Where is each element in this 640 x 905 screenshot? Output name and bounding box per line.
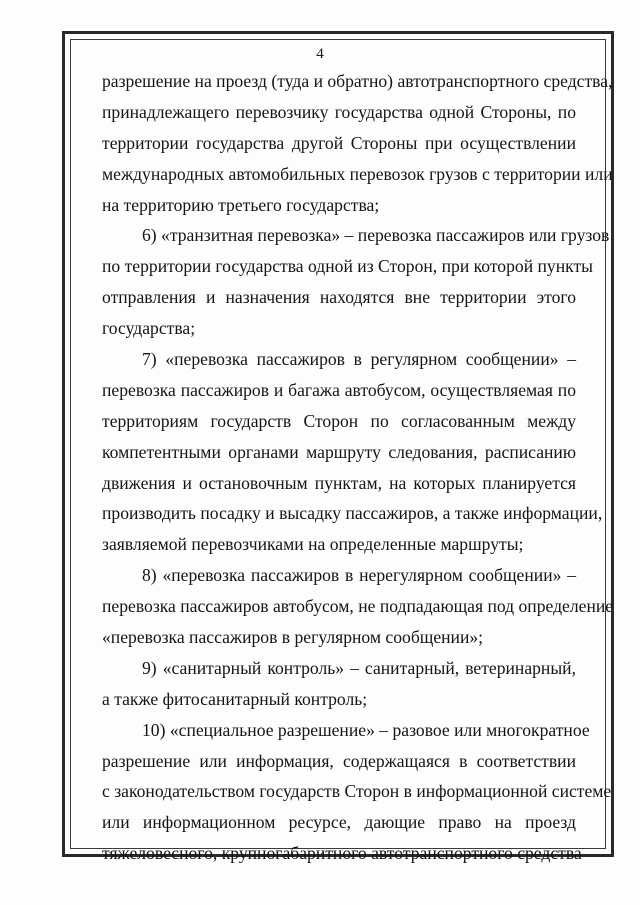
text-line: с законодательством государств Сторон в информационной системе: [102, 781, 612, 802]
text-line: 8) «перевозка пассажиров в нерегулярном сообщении» –: [142, 565, 576, 586]
text-line: или информационном ресурсе, дающие право на проезд: [102, 812, 576, 833]
text-line: 9) «санитарный контроль» – санитарный, ветеринарный,: [142, 657, 576, 678]
text-line: по территории государства одной из Сторон, при которой пункты: [102, 256, 593, 277]
text-line: а также фитосанитарный контроль;: [102, 688, 368, 709]
text-line: отправления и назначения находятся вне территории этого: [102, 287, 576, 308]
text-line: принадлежащего перевозчику государства одной Стороны, по: [102, 101, 576, 122]
text-line: «перевозка пассажиров в регулярном сообщении»;: [102, 627, 484, 648]
text-line: тяжеловесного, крупногабаритного автотранспортного средства: [102, 843, 582, 864]
document-body: [102, 66, 614, 869]
text-line: 10) «специальное разрешение» – разовое или многократное: [142, 719, 590, 740]
text-line: международных автомобильных перевозок грузов с территории или: [102, 163, 613, 184]
text-line: 7) «перевозка пассажиров в регулярном сообщении» –: [142, 349, 576, 370]
text-line: компетентными органами маршруту следования, расписанию: [102, 441, 576, 462]
text-line: государства;: [102, 318, 196, 339]
text-line: разрешение или информация, содержащаяся в соответствии: [102, 750, 576, 771]
text-line: заявляемой перевозчиками на определенные маршруты;: [102, 534, 524, 555]
text-line: перевозка пассажиров автобусом, не подпадающая под определение: [102, 596, 614, 617]
text-line: на территорию третьего государства;: [102, 194, 380, 215]
text-line: территориям государств Сторон по согласованным между: [102, 410, 576, 431]
text-line: перевозка пассажиров и багажа автобусом, осуществляемая по: [102, 379, 576, 400]
text-line: разрешение на проезд (туда и обратно) автотранспортного средства,: [102, 71, 613, 91]
text-line: движения и остановочным пунктам, на которых планируется: [102, 472, 576, 493]
text-line: производить посадку и высадку пассажиров, а также информации,: [102, 503, 603, 524]
text-line: 6) «транзитная перевозка» – перевозка пассажиров или грузов: [142, 225, 610, 246]
text-line: территории государства другой Стороны при осуществлении: [102, 132, 576, 153]
page-number: 4: [316, 46, 324, 62]
